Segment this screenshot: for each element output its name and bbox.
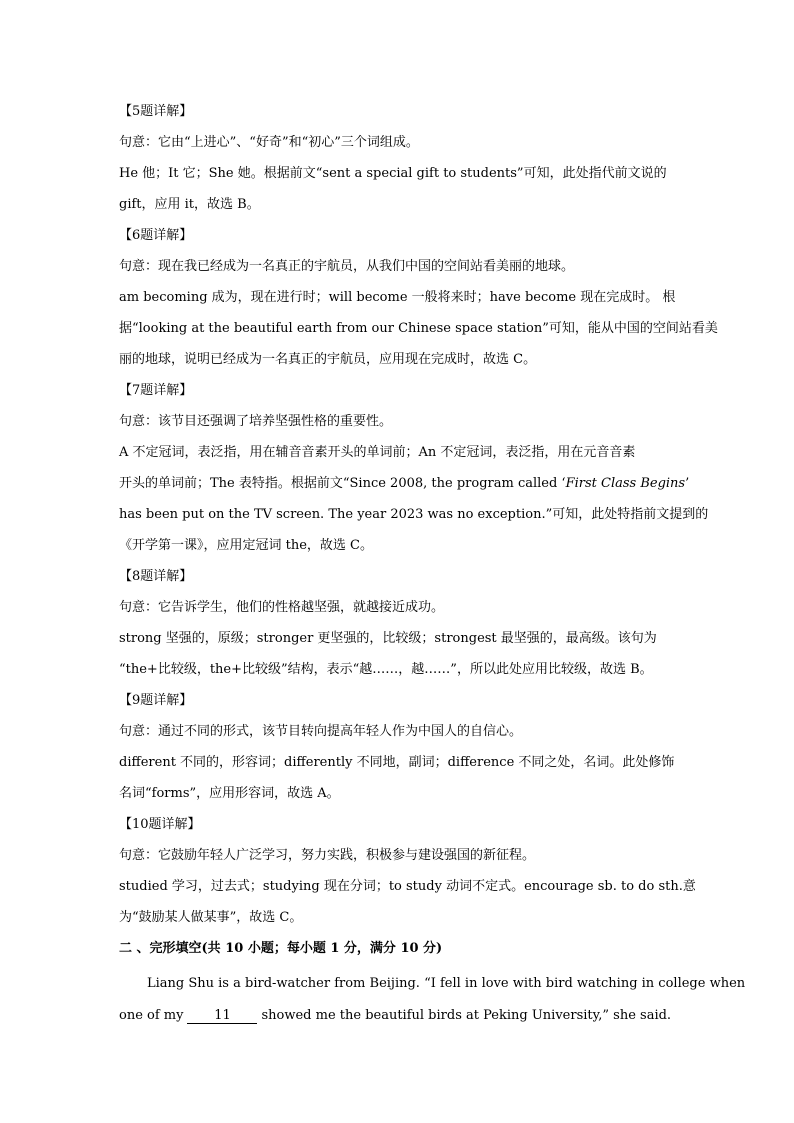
q5-heading: 【5题详解】	[119, 104, 193, 119]
q10-explanation-line2: 为“鼓励某人做某事”，故选 C。	[119, 910, 303, 925]
q5-explanation-line2: gift，应用 it，故选 B。	[119, 197, 260, 212]
q7-explanation-line3: has been put on the TV screen. The year 2023 was no exception.”可知，此处特指前文提到的	[119, 507, 709, 522]
passage-line2	[119, 1007, 671, 1025]
q6-meaning: 句意：现在我已经成为一名真正的宇航员，从我们中国的空间站看美丽的地球。	[119, 259, 575, 274]
q7-line2-quote: ’	[685, 476, 690, 491]
q10-meaning: 句意：它鼓励年轻人广泛学习，努力实践，积极参与建设强国的新征程。	[119, 848, 536, 863]
q5-explanation-line1: He 他；It 它；She 她。根据前文“sent a special gift to students”可知，此处指代前文说的	[119, 166, 667, 181]
q7-line2-text: 开头的单词前；The 表特指。根据前文“Since 2008, the program called ‘	[119, 476, 566, 491]
q8-explanation-line1: strong 坚强的，原级；stronger 更坚强的，比较级；strongest 最坚强的，最高级。该句为	[119, 631, 657, 646]
q8-heading: 【8题详解】	[119, 569, 193, 584]
q8-meaning: 句意：它告诉学生，他们的性格越坚强，就越接近成功。	[119, 600, 445, 615]
q7-explanation-line4: 《开学第一课》，应用定冠词 the，故选 C。	[119, 538, 374, 553]
q9-meaning: 句意：通过不同的形式，该节目转向提高年轻人作为中国人的自信心。	[119, 724, 523, 739]
q6-explanation-line3: 丽的地球，说明已经成为一名真正的宇航员，应用现在完成时，故选 C。	[119, 352, 537, 367]
passage-line2-end: showed me the beautiful birds at Peking University,” she said.	[261, 1008, 672, 1023]
q6-explanation-line1: am becoming 成为，现在进行时；will become 一般将来时；have become 现在完成时。 根	[119, 290, 676, 305]
passage-line2-start: one of my	[119, 1008, 184, 1023]
q6-explanation-line2: 据“looking at the beautiful earth from our Chinese space station”可知，能从中国的空间站看美	[119, 321, 718, 336]
q9-explanation-line1: different 不同的，形容词；differently 不同地，副词；difference 不同之处，名词。此处修饰	[119, 755, 675, 770]
passage-line1: Liang Shu is a bird-watcher from Beijing. “I fell in love with bird watching in college when	[147, 976, 746, 991]
blank-11: 11	[187, 1008, 257, 1024]
q5-meaning: 句意：它由“上进心”、“好奇”和“初心”三个词组成。	[119, 135, 419, 150]
q7-explanation-line2	[119, 475, 689, 493]
q6-heading: 【6题详解】	[119, 228, 193, 243]
section-title: 二 、完形填空(共 10 小题；每小题 1 分，满分 10 分)	[119, 941, 443, 956]
q9-explanation-line2: 名词“forms”，应用形容词，故选 A。	[119, 786, 340, 801]
q8-explanation-line2: “the+比较级，the+比较级”结构，表示“越……，越……”，所以此处应用比较级，故选 B。	[119, 662, 653, 677]
program-title: First Class Begins	[565, 476, 686, 491]
q7-heading: 【7题详解】	[119, 383, 193, 398]
q10-heading: 【10题详解】	[119, 817, 201, 832]
q7-meaning: 句意：该节目还强调了培养坚强性格的重要性。	[119, 414, 393, 429]
q7-explanation-line1: A 不定冠词，表泛指，用在辅音音素开头的单词前；An 不定冠词，表泛指，用在元音音素	[119, 445, 636, 460]
q10-explanation-line1: studied 学习，过去式；studying 现在分词；to study 动词不定式。encourage sb. to do sth.意	[119, 879, 696, 894]
q9-heading: 【9题详解】	[119, 693, 193, 708]
